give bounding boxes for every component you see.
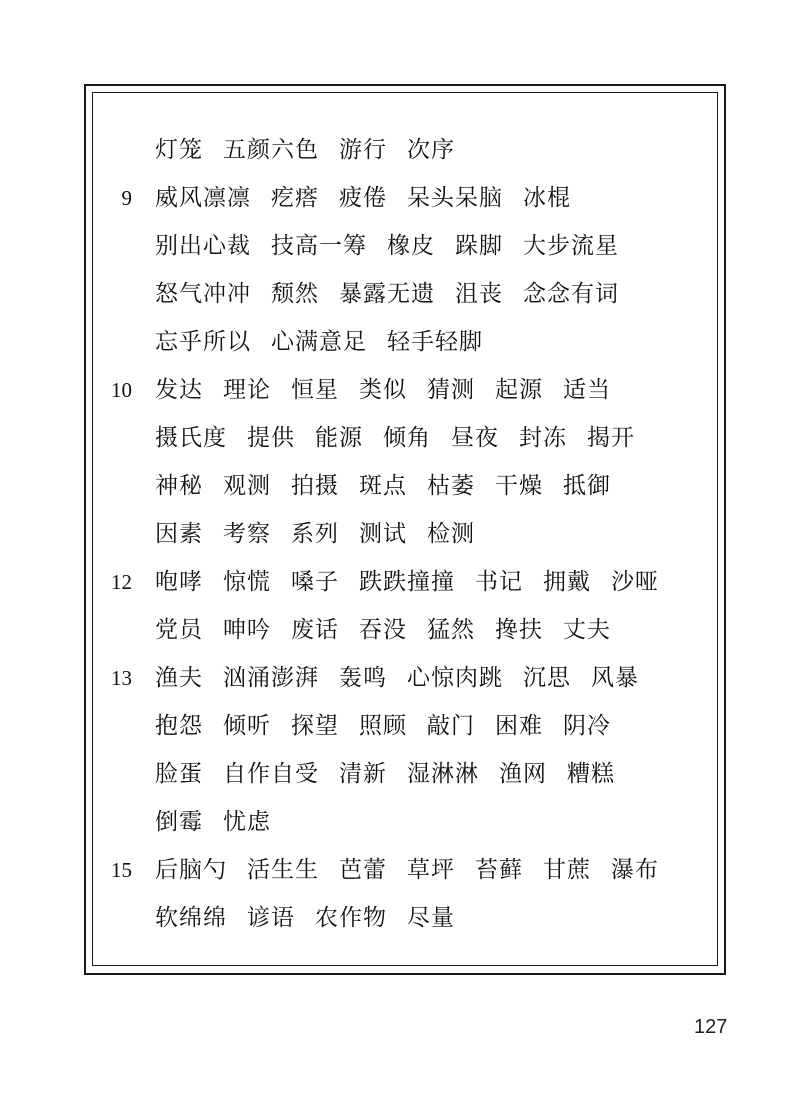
vocab-word: 阴冷	[563, 713, 611, 739]
vocab-word: 糟糕	[567, 761, 615, 787]
vocab-word: 理论	[223, 377, 271, 403]
vocab-word: 探望	[291, 713, 339, 739]
vocab-word: 丈夫	[563, 617, 611, 643]
vocab-word: 风暴	[591, 665, 639, 691]
vocab-word: 轰鸣	[339, 665, 387, 691]
vocab-word: 念念有词	[523, 281, 619, 307]
word-group	[155, 423, 655, 453]
vocab-word: 废话	[291, 617, 339, 643]
vocab-word: 咆哮	[155, 569, 203, 595]
lesson-number: 9	[121, 186, 132, 210]
vocab-word: 苔藓	[475, 857, 523, 883]
vocab-word: 次序	[407, 137, 455, 163]
vocab-word: 困难	[495, 713, 543, 739]
vocab-word: 甘蔗	[543, 857, 591, 883]
vocab-word: 干燥	[495, 473, 543, 499]
vocab-word: 封冻	[519, 425, 567, 451]
vocab-word: 别出心裁	[155, 233, 251, 259]
vocab-word: 斑点	[359, 473, 407, 499]
vocab-word: 测试	[359, 521, 407, 547]
vocab-word: 疙瘩	[271, 185, 319, 211]
vocab-word: 嗓子	[291, 569, 339, 595]
vocab-word: 倾听	[223, 713, 271, 739]
word-group	[155, 471, 631, 501]
vocab-word: 枯萎	[427, 473, 475, 499]
vocab-word: 倒霉	[155, 809, 203, 835]
vocab-word: 冰棍	[523, 185, 571, 211]
vocab-word: 渔网	[499, 761, 547, 787]
vocab-word: 考察	[223, 521, 271, 547]
vocab-word: 拍摄	[291, 473, 339, 499]
vocab-word: 活生生	[247, 857, 319, 883]
vocab-word: 草坪	[407, 857, 455, 883]
vocab-word: 党员	[155, 617, 203, 643]
vocab-word: 瀑布	[611, 857, 659, 883]
word-group	[155, 519, 495, 549]
lesson-number: 10	[111, 378, 132, 402]
word-group	[155, 279, 639, 309]
vocab-word: 跺脚	[455, 233, 503, 259]
word-group	[155, 231, 639, 261]
vocab-word: 惊慌	[223, 569, 271, 595]
vocab-word: 清新	[339, 761, 387, 787]
vocab-word: 拥戴	[543, 569, 591, 595]
vocab-word: 搀扶	[495, 617, 543, 643]
lesson-number: 15	[111, 858, 132, 882]
vocab-word: 书记	[475, 569, 523, 595]
vocab-word: 汹涌澎湃	[223, 665, 319, 691]
vocab-word: 昼夜	[451, 425, 499, 451]
vocab-word: 沉思	[523, 665, 571, 691]
vocab-word: 忘乎所以	[155, 329, 251, 355]
vocab-word: 五颜六色	[223, 137, 319, 163]
vocab-word: 类似	[359, 377, 407, 403]
vocab-word: 神秘	[155, 473, 203, 499]
vocab-word: 芭蕾	[339, 857, 387, 883]
lesson-number: 12	[111, 570, 132, 594]
word-group	[155, 183, 591, 213]
vocab-word: 暴露无遗	[339, 281, 435, 307]
word-group	[155, 903, 475, 933]
vocab-word: 农作物	[315, 905, 387, 931]
vocab-word: 恒星	[291, 377, 339, 403]
word-group	[155, 855, 679, 885]
vocab-word: 发达	[155, 377, 203, 403]
vocab-word: 适当	[563, 377, 611, 403]
word-group	[155, 807, 291, 837]
vocab-word: 自作自受	[223, 761, 319, 787]
vocab-word: 灯笼	[155, 137, 203, 163]
vocab-word: 猛然	[427, 617, 475, 643]
vocab-word: 检测	[427, 521, 475, 547]
vocab-word: 照顾	[359, 713, 407, 739]
vocab-word: 摄氏度	[155, 425, 227, 451]
vocab-word: 抵御	[563, 473, 611, 499]
word-group	[155, 135, 475, 165]
vocab-word: 渔夫	[155, 665, 203, 691]
vocab-word: 跌跌撞撞	[359, 569, 455, 595]
page-number: 127	[694, 1016, 728, 1038]
vocab-word: 心满意足	[271, 329, 367, 355]
vocab-word: 游行	[339, 137, 387, 163]
vocab-word: 颓然	[271, 281, 319, 307]
vocab-word: 猜测	[427, 377, 475, 403]
vocab-word: 倾角	[383, 425, 431, 451]
vocab-word: 观测	[223, 473, 271, 499]
vocab-word: 后脑勺	[155, 857, 227, 883]
word-group	[155, 375, 631, 405]
vocab-word: 轻手轻脚	[387, 329, 483, 355]
vocab-word: 敲门	[427, 713, 475, 739]
vocab-word: 系列	[291, 521, 339, 547]
vocab-word: 吞没	[359, 617, 407, 643]
lesson-number: 13	[111, 666, 132, 690]
vocab-word: 橡皮	[387, 233, 435, 259]
vocab-word: 脸蛋	[155, 761, 203, 787]
vocab-word: 起源	[495, 377, 543, 403]
vocab-word: 技高一筹	[271, 233, 367, 259]
word-group	[155, 327, 503, 357]
word-group	[155, 663, 659, 693]
vocab-word: 心惊肉跳	[407, 665, 503, 691]
vocab-word: 呆头呆脑	[407, 185, 503, 211]
vocab-word: 能源	[315, 425, 363, 451]
vocab-word: 沙哑	[611, 569, 659, 595]
vocab-word: 因素	[155, 521, 203, 547]
vocab-word: 怒气冲冲	[155, 281, 251, 307]
vocab-word: 忧虑	[223, 809, 271, 835]
vocab-word: 提供	[247, 425, 295, 451]
vocab-word: 软绵绵	[155, 905, 227, 931]
vocab-word: 沮丧	[455, 281, 503, 307]
vocab-word: 抱怨	[155, 713, 203, 739]
vocab-word: 呻吟	[223, 617, 271, 643]
vocab-word: 尽量	[407, 905, 455, 931]
vocab-word: 湿淋淋	[407, 761, 479, 787]
vocab-word: 大步流星	[523, 233, 619, 259]
word-group	[155, 615, 631, 645]
word-group	[155, 711, 631, 741]
vocab-word: 威风凛凛	[155, 185, 251, 211]
word-group	[155, 567, 679, 597]
vocab-word: 揭开	[587, 425, 635, 451]
vocab-word: 疲倦	[339, 185, 387, 211]
vocab-word: 谚语	[247, 905, 295, 931]
word-group	[155, 759, 635, 789]
